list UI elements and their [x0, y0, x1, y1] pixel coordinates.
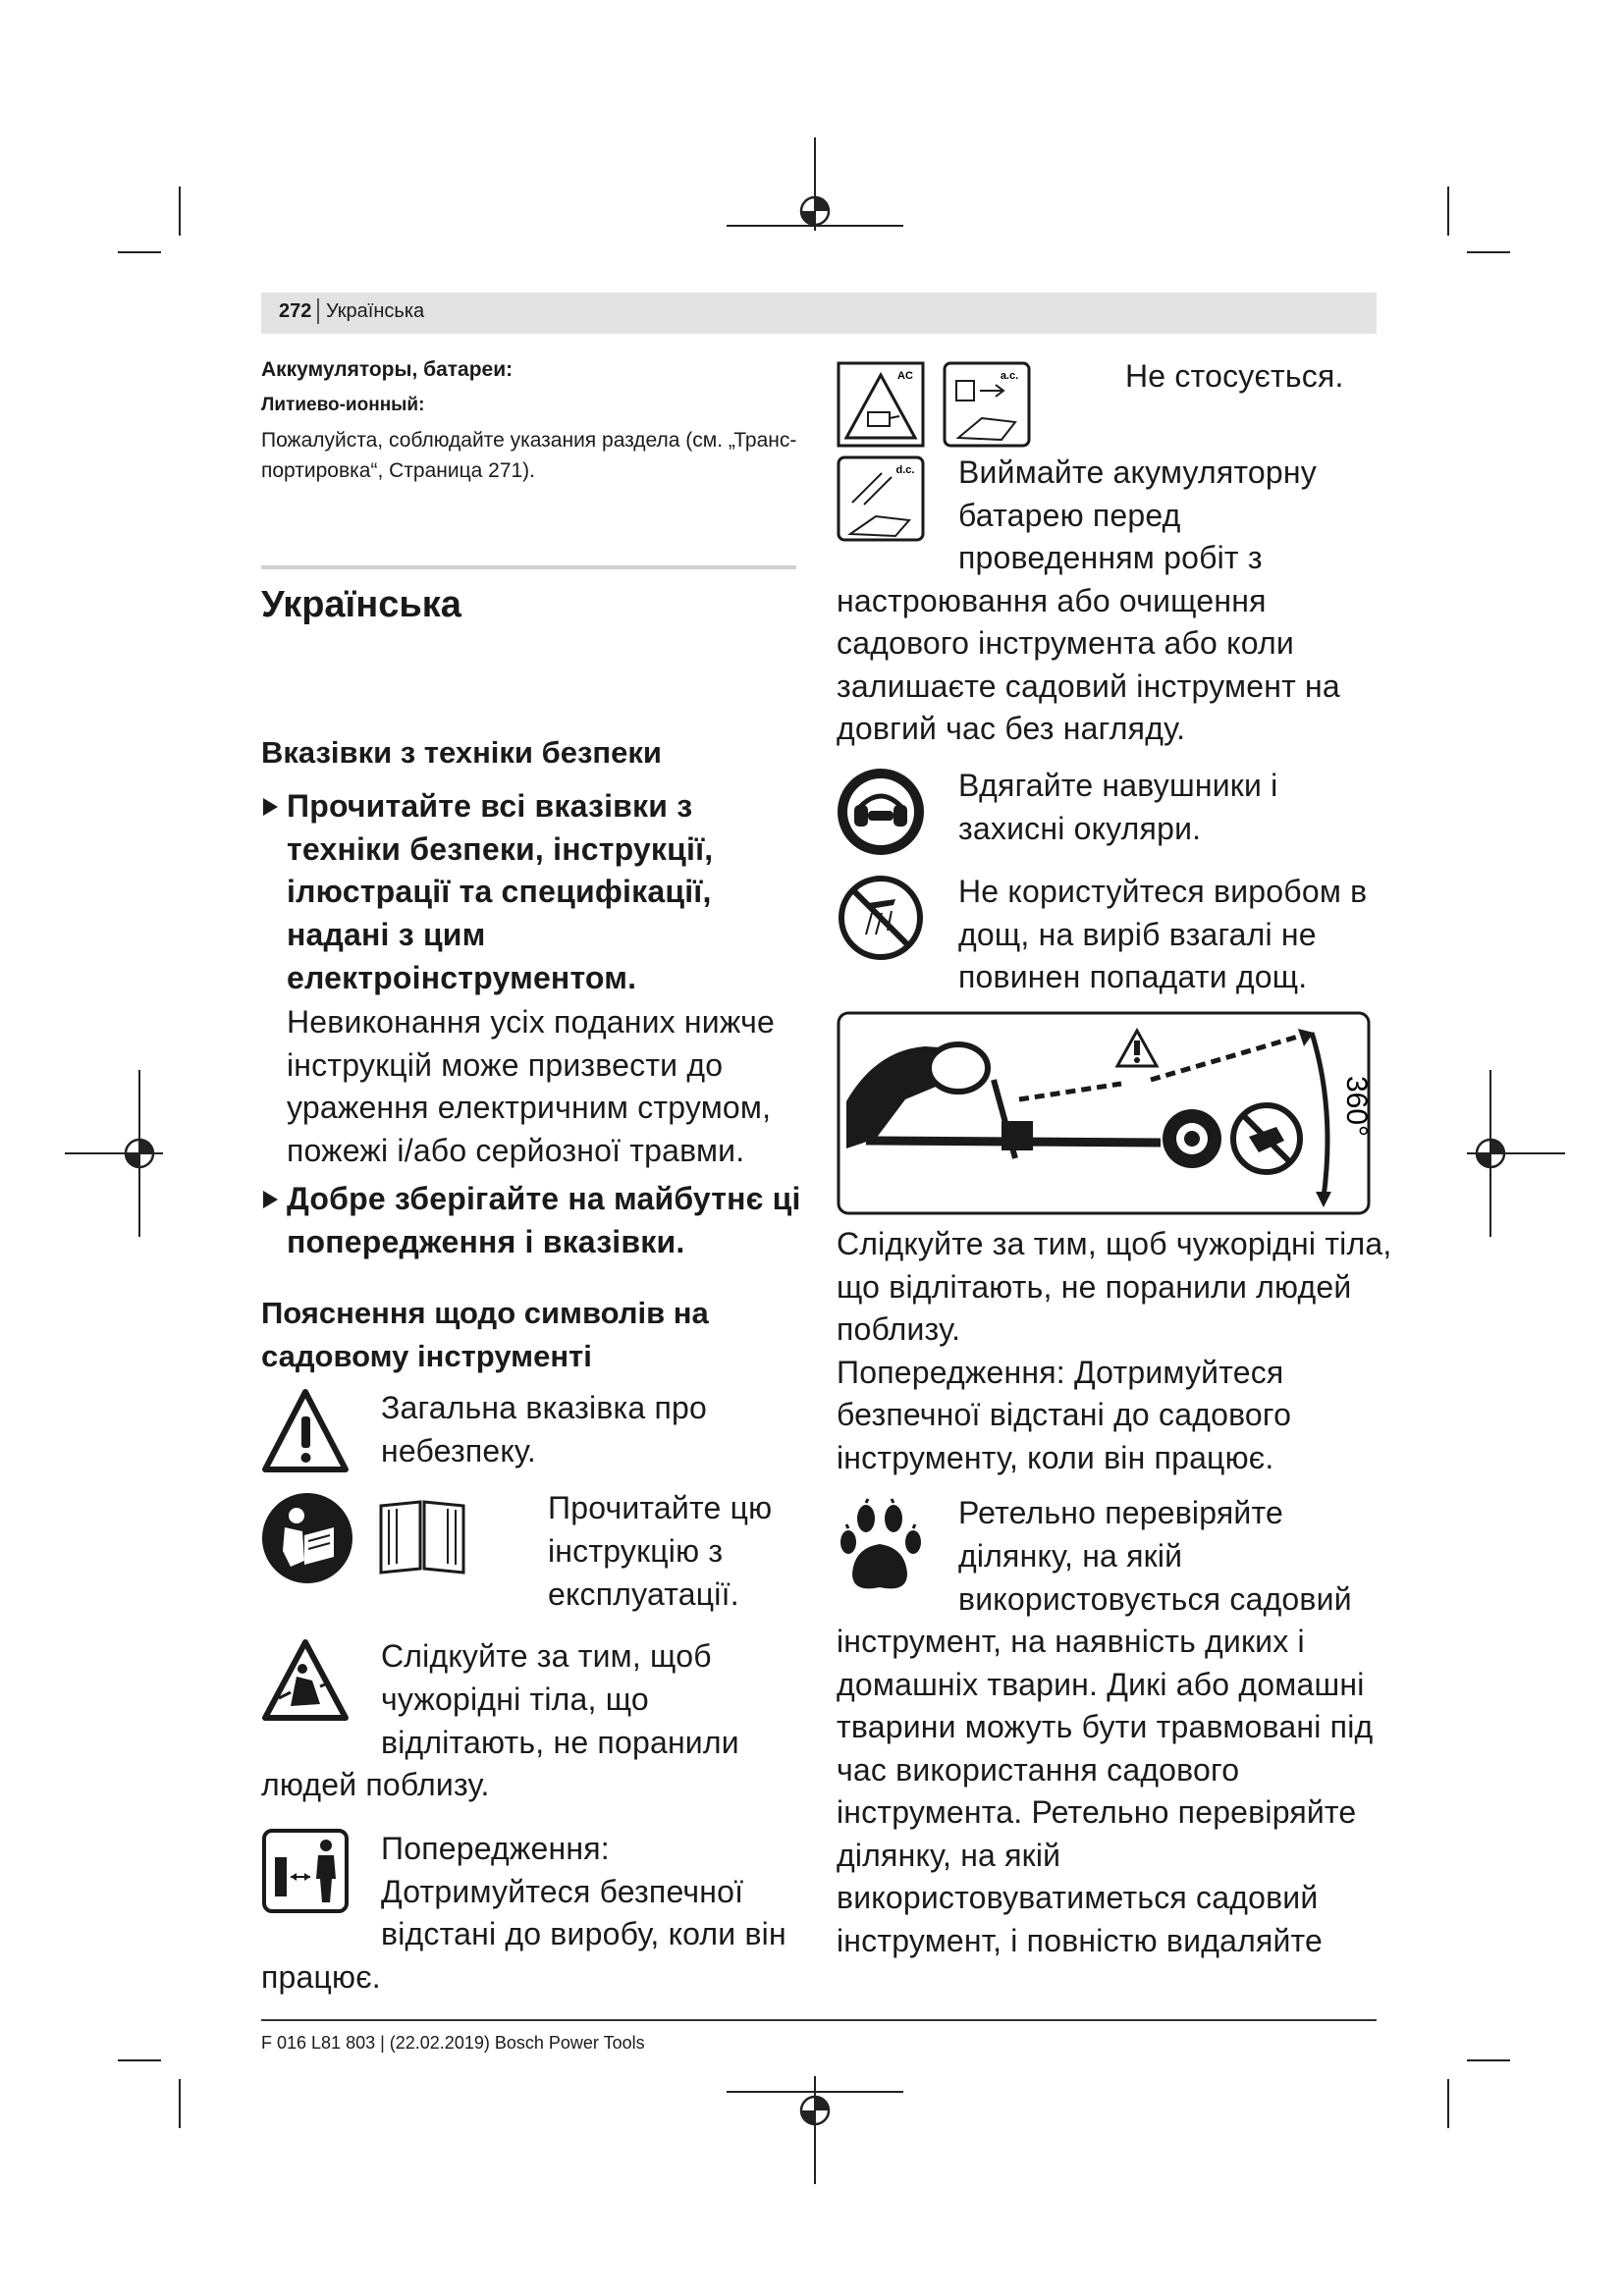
animals-line1: Ретельно перевіряйте — [958, 1495, 1283, 1530]
batteries-heading: Аккумуляторы, батареи: — [261, 358, 514, 381]
animals-line3: використовується садовий — [958, 1581, 1352, 1617]
transport-note-line1: Пожалуйста, соблюдайте указания раздела (см. „Транс- — [261, 429, 797, 452]
battery-remove-line4: настроювання або очищення — [837, 583, 1267, 618]
header-divider — [317, 298, 319, 324]
footer-rule — [261, 2019, 1377, 2021]
debris-warning-line3: поблизу. — [837, 1311, 961, 1347]
bullet1-line4: надані з цим — [287, 917, 486, 952]
li-ion-heading: Литиево-ионный: — [261, 395, 425, 415]
read-manual-icon — [261, 1492, 353, 1584]
battery-remove-line2: батарею перед — [958, 498, 1181, 533]
safety-heading: Вказівки з техніки безпеки — [261, 735, 662, 770]
animals-line11: інструмент, і повністю видаляйте — [837, 1923, 1324, 1958]
ac-label: AC — [897, 370, 913, 382]
bullet1-line3: ілюстрації та специфікації, — [287, 874, 712, 909]
sym-manual-line2: інструкцію з — [548, 1533, 724, 1569]
animals-line8: інструмента. Ретельно перевіряйте — [837, 1794, 1357, 1830]
animals-line10: використовуватиметься садовий — [837, 1880, 1319, 1915]
flying-debris-icon — [261, 1637, 350, 1724]
debris-warning-line6: інструменту, коли він працює. — [837, 1440, 1274, 1475]
ac2-label: a.c. — [1000, 370, 1019, 382]
sym-debris-line4: людей поблизу. — [261, 1767, 490, 1802]
bullet-marker — [263, 1191, 278, 1208]
manual-book-icon — [375, 1496, 469, 1575]
debris-warning-line2: що відлітають, не поранили людей — [837, 1269, 1352, 1305]
ac-power-icon — [837, 361, 925, 448]
no-rain-line2: дощ, на виріб взагалі не — [958, 917, 1317, 952]
sym-danger-line2: небезпеку. — [381, 1433, 537, 1468]
bullet1-text1: Невиконання усіх поданих нижче — [287, 1004, 775, 1040]
page-number: 272 — [279, 300, 312, 322]
bullet1-line1: Прочитайте всі вказівки з — [287, 788, 693, 824]
ear-eye-line1: Вдягайте навушники і — [958, 768, 1278, 803]
bullet1-line5: електроінструментом. — [287, 960, 637, 995]
debris-warning-line5: безпечної відстані до садового — [837, 1397, 1292, 1432]
debris-warning-line4: Попередження: Дотримуйтеся — [837, 1355, 1284, 1390]
sym-danger-line1: Загальна вказівка про — [381, 1390, 708, 1425]
keep-distance-icon — [261, 1828, 350, 1914]
animals-line4: інструмент, на наявність диких і — [837, 1624, 1305, 1659]
animal-paw-icon — [837, 1499, 925, 1597]
registration-mark-right — [1467, 1070, 1565, 1237]
sym-distance-line3: відстані до виробу, коли він — [381, 1916, 786, 1951]
battery-remove-line6: залишаєте садовий інструмент на — [837, 668, 1340, 704]
battery-remove-line1: Виймайте акумуляторну — [958, 454, 1317, 490]
symbols-heading-line2: садовому інструменті — [261, 1339, 592, 1373]
no-rain-line3: повинен попадати дощ. — [958, 959, 1308, 994]
bullet1-text4: пожежі і/або серйозної травми. — [287, 1133, 745, 1168]
animals-line7: час використання садового — [837, 1752, 1240, 1788]
bullet-marker — [263, 798, 278, 816]
warning-triangle-icon — [261, 1387, 350, 1475]
section-rule — [261, 565, 796, 569]
sym-manual-line1: Прочитайте цю — [548, 1490, 773, 1525]
animals-line6: тварини можуть бути травмовані під — [837, 1709, 1374, 1744]
section-title: Українська — [261, 584, 461, 625]
sym-debris-line1: Слідкуйте за тим, щоб — [381, 1638, 712, 1674]
bullet1-text2: інструкцій може призвести до — [287, 1047, 724, 1083]
registration-mark-top — [727, 137, 903, 304]
sym-distance-line4: працює. — [261, 1959, 381, 1995]
symbols-heading-line1: Пояснення щодо символів на — [261, 1296, 709, 1330]
angle-label: 360° — [1340, 1076, 1373, 1138]
registration-mark-bottom — [727, 2076, 903, 2184]
battery-remove-line3: проведенням робіт з — [958, 540, 1263, 575]
footer-text: F 016 L81 803 | (22.02.2019) Bosch Power Tools — [261, 2033, 645, 2053]
no-rain-line1: Не користуйтеся виробом в — [958, 874, 1368, 909]
dc-battery-remove-icon — [837, 455, 925, 542]
transport-note-line2: портировка“, Страница 271). — [261, 459, 535, 482]
no-rain-icon — [837, 874, 925, 962]
bullet2-line2: попередження і вказівки. — [287, 1224, 685, 1259]
page-header-bar — [261, 293, 1377, 334]
sym-manual-line3: експлуатації. — [548, 1576, 739, 1612]
registration-mark-left — [65, 1070, 163, 1237]
ear-eye-protection-icon — [837, 768, 925, 856]
animals-line2: ділянку, на якій — [958, 1538, 1183, 1574]
sym-distance-line1: Попередження: — [381, 1831, 610, 1866]
ear-eye-line2: захисні окуляри. — [958, 811, 1202, 846]
bullet1-line2: техніки безпеки, інструкції, — [287, 831, 714, 867]
battery-remove-line7: довгий час без нагляду. — [837, 711, 1186, 746]
debris-warning-line1: Слідкуйте за тим, щоб чужорідні тіла, — [837, 1226, 1392, 1261]
bullet1-text3: ураження електричним струмом, — [287, 1090, 772, 1125]
sym-debris-line3: відлітають, не поранили — [381, 1725, 739, 1760]
header-language: Українська — [326, 300, 425, 322]
sym-distance-line2: Дотримуйтеся безпечної — [381, 1874, 744, 1909]
animals-line9: ділянку, на якій — [837, 1838, 1061, 1873]
debris-range-illustration — [837, 1011, 1371, 1215]
ac-unplug-icon — [943, 361, 1031, 448]
not-applicable-text: Не стосується. — [1125, 358, 1344, 394]
animals-line5: домашніх тварин. Дикі або домашні — [837, 1667, 1365, 1702]
sym-debris-line2: чужорідні тіла, що — [381, 1682, 649, 1717]
battery-remove-line5: садового інструмента або коли — [837, 625, 1294, 661]
dc-label: d.c. — [895, 464, 915, 476]
bullet2-line1: Добре зберігайте на майбутнє ці — [287, 1181, 801, 1216]
